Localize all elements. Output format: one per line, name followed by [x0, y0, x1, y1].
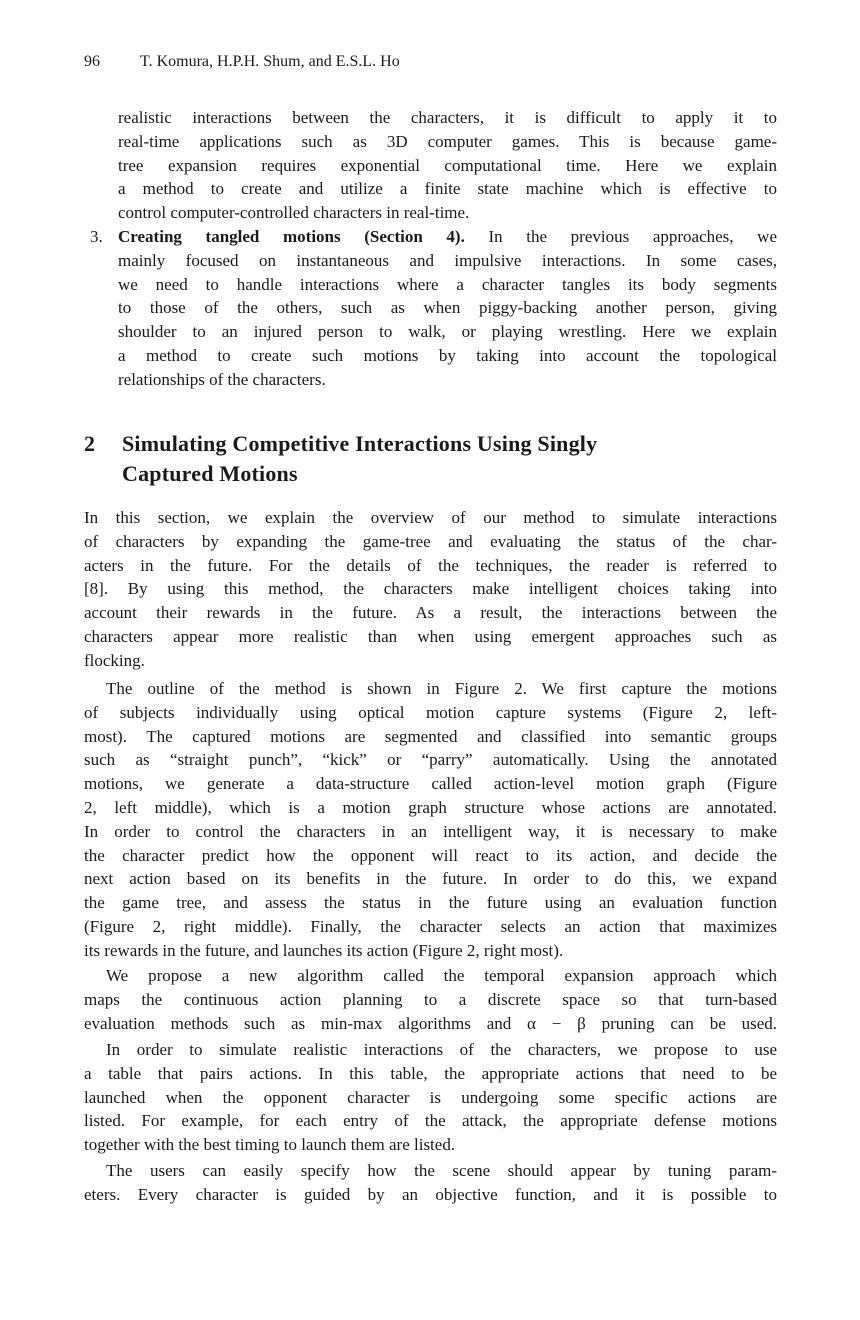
text-line: real-time applications such as 3D computer games. This is because game- [118, 131, 777, 151]
bold-run: Creating tangled motions (Section 4). [118, 227, 465, 246]
text-line: together with the best timing to launch them are listed. [84, 1135, 456, 1155]
text-line: its rewards in the future, and launches its action (Figure 2, right most). [84, 940, 564, 960]
list-continuation-paragraph [84, 106, 777, 225]
section-title-line-2: Captured Motions [122, 461, 298, 486]
text-line: The users can easily specify how the scene should appear by tuning param- [106, 1161, 777, 1180]
text-line: maps the continuous action planning to a discrete space so that turn-based [84, 989, 777, 1009]
text-line: shoulder to an injured person to walk, or playing wrestling. Here we explain [118, 322, 777, 342]
text-line: [8]. By using this method, the characters make intelligent choices taking into [84, 579, 777, 599]
text-line: we need to handle interactions where a character tangles its body segments [118, 274, 777, 294]
section-title-line-1: Simulating Competitive Interactions Using Singly [122, 431, 598, 456]
text-line: of characters by expanding the game-tree and evaluating the status of the char- [84, 531, 777, 551]
text-line: account their rewards in the future. As a result, the interactions between the [84, 603, 777, 623]
text-line: We propose a new algorithm called the temporal expansion approach which [106, 966, 777, 985]
text-line: mainly focused on instantaneous and impulsive interactions. In some cases, [118, 250, 777, 270]
text-line: flocking. [84, 650, 145, 670]
text-line: In order to simulate realistic interactions of the characters, we propose to use [106, 1040, 777, 1059]
text-line: evaluation methods such as min-max algorithms and α − β pruning can be used. [84, 1013, 777, 1033]
paragraph-action-table [84, 1038, 777, 1157]
text-line: such as “straight punch”, “kick” or “parry” automatically. Using the annotated [84, 750, 777, 770]
text-line: 2, left middle), which is a motion graph structure whose actions are annotated. [84, 797, 777, 817]
list-item-number: 3. [90, 227, 103, 246]
text-line: relationships of the characters. [118, 369, 326, 389]
paragraph-overview [84, 506, 777, 673]
text-line: of subjects individually using optical motion capture systems (Figure 2, left- [84, 702, 777, 722]
text-line: In this section, we explain the overview of our method to simulate interactions [84, 508, 777, 527]
text-line: next action based on its benefits in the future. In order to do this, we expand [84, 869, 777, 889]
text-line: launched when the opponent character is undergoing some specific actions are [84, 1087, 777, 1107]
running-title: T. Komura, H.P.H. Shum, and E.S.L. Ho [140, 53, 400, 70]
section-heading [84, 429, 784, 489]
paragraph-parameter-tuning [84, 1159, 777, 1207]
text-line: In order to control the characters in an intelligent way, it is necessary to make [84, 821, 777, 841]
text-line: the game tree, and assess the status in the future using an evaluation function [84, 893, 777, 913]
text-line: characters appear more realistic than when using emergent approaches such as [84, 626, 777, 646]
text-line: realistic interactions between the characters, it is difficult to apply it to [118, 108, 777, 127]
text-line: The outline of the method is shown in Figure 2. We first capture the motions [106, 679, 777, 698]
text-line: a method to create and utilize a finite state machine which is effective to [118, 179, 777, 199]
text-line: to those of the others, such as when piggy-backing another person, giving [118, 298, 777, 318]
text-line: listed. For example, for each entry of the attack, the appropriate defense motions [84, 1111, 777, 1131]
text-line: a table that pairs actions. In this table, the appropriate actions that need to be [84, 1063, 777, 1083]
text-line: control computer-controlled characters in real-time. [118, 203, 470, 223]
text-line: motions, we generate a data-structure called action-level motion graph (Figure [84, 774, 777, 794]
page-number: 96 [84, 53, 100, 70]
text-line: eters. Every character is guided by an objective function, and it is possible to [84, 1184, 777, 1204]
text-line: the character predict how the opponent will react to its action, and decide the [84, 845, 777, 865]
text-line: a method to create such motions by taking into account the topological [118, 345, 777, 365]
text-line: (Figure 2, right middle). Finally, the character selects an action that maximizes [84, 916, 777, 936]
text-line: most). The captured motions are segmented and classified into semantic groups [84, 726, 777, 746]
section-number: 2 [84, 431, 96, 456]
text-line: acters in the future. For the details of the techniques, the reader is referred to [84, 555, 777, 575]
text-line: tree expansion requires exponential computational time. Here we explain [118, 155, 777, 175]
paragraph-outline [84, 677, 777, 963]
list-item-3 [84, 225, 777, 392]
text-line: Creating tangled motions (Section 4). In the previous approaches, we [118, 227, 778, 246]
paragraph-temporal-expansion [84, 964, 777, 1035]
